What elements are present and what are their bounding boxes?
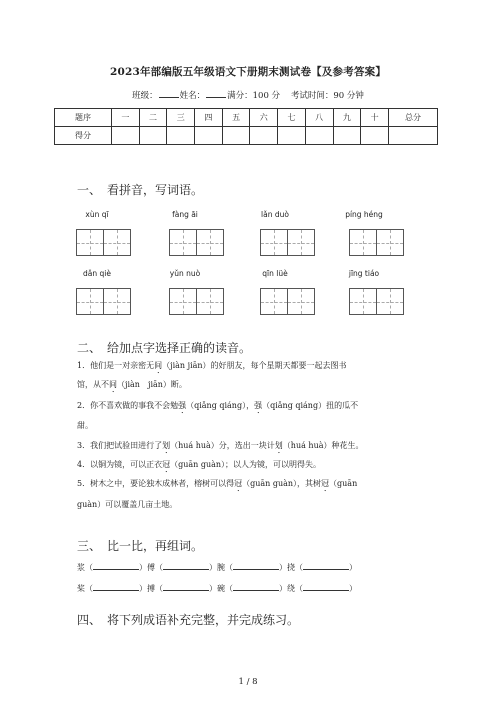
answer-blank[interactable] <box>233 582 279 591</box>
score-table-header-row <box>55 109 438 127</box>
score-cell[interactable] <box>389 127 438 145</box>
score-header-cell: 八 <box>305 109 333 127</box>
pinyin-label: dǎn qiè <box>83 269 111 278</box>
question-2-1 <box>77 360 427 375</box>
compare-row-1 <box>77 561 357 573</box>
writing-box[interactable] <box>376 229 404 256</box>
question-2-4 <box>77 459 427 474</box>
score-cell[interactable] <box>139 127 167 145</box>
writing-box[interactable] <box>287 288 315 315</box>
question-2-1-cont <box>77 379 427 394</box>
section-3-heading: 三、 比一比，再组词。 <box>77 539 204 553</box>
question-2-2 <box>77 400 427 415</box>
pinyin-label: píng héng <box>345 210 383 219</box>
score-header-cell: 五 <box>222 109 250 127</box>
score-cell[interactable] <box>361 127 389 145</box>
exam-info-line <box>0 89 496 101</box>
question-text: 5．树木之中，要论独木成林者，榕树可以得 <box>77 479 235 488</box>
answer-blank[interactable] <box>93 561 139 570</box>
score-cell[interactable] <box>167 127 195 145</box>
question-text: （guān guàn），其树 <box>242 479 322 488</box>
score-header-cell: 题序 <box>55 109 112 127</box>
question-text: （guān guàn）；以人为镜，可以明得失。 <box>170 460 322 469</box>
pinyin-label: lǎn duò <box>261 210 289 219</box>
name-blank <box>206 89 226 98</box>
compare-char: ） <box>349 563 357 572</box>
section-1-heading: 一、 看拼音，写词语。 <box>77 183 204 197</box>
dotted-char: 强 <box>178 401 187 410</box>
score-table-score-row <box>55 127 438 145</box>
score-header-cell: 总分 <box>389 109 438 127</box>
question-text: 4．以铜为镜，可以正衣 <box>77 460 163 469</box>
score-row-label: 得分 <box>55 127 112 145</box>
compare-char: ）傅（ <box>139 563 163 572</box>
pinyin-label: jīng tiáo <box>348 269 380 278</box>
compare-char: ） <box>349 584 357 593</box>
writing-box[interactable] <box>376 288 404 315</box>
score-table <box>54 108 438 145</box>
question-text: 3．我们把试验田进行了 <box>77 441 163 450</box>
writing-box[interactable] <box>196 288 224 315</box>
class-label: 班级： <box>132 91 158 101</box>
pinyin-label: qīn lüè <box>262 269 288 278</box>
class-blank <box>159 89 179 98</box>
writing-box[interactable] <box>76 288 104 315</box>
score-header-cell: 六 <box>250 109 278 127</box>
compare-row-2 <box>77 582 357 594</box>
question-text: 2．你不喜欢做的事我不会勉 <box>77 401 179 410</box>
compare-char: 桨（ <box>77 584 93 593</box>
section-4-heading: 四、 将下列成语补充完整，并完成练习。 <box>77 613 300 627</box>
compare-char: ）碗（ <box>209 584 233 593</box>
dotted-char: 间 <box>154 361 163 370</box>
score-cell[interactable] <box>278 127 306 145</box>
pinyin-label: xùn qī <box>85 210 109 219</box>
question-text: 馆，从不 <box>77 380 109 389</box>
score-header-cell: 九 <box>333 109 361 127</box>
writing-box[interactable] <box>260 288 288 315</box>
name-label: 姓名： <box>179 91 206 101</box>
page-number: 1 / 8 <box>238 677 258 687</box>
writing-box[interactable] <box>103 229 131 256</box>
dotted-char: 冠 <box>321 479 330 488</box>
compare-char: ）绕（ <box>279 584 303 593</box>
question-text: （qiǎng qiáng）扭的瓜不 <box>262 401 359 410</box>
score-cell[interactable] <box>250 127 278 145</box>
score-cell[interactable] <box>195 127 223 145</box>
question-text: 1．他们是一对亲密无 <box>77 361 155 370</box>
score-cell[interactable] <box>305 127 333 145</box>
question-text: （huá huà）分，选出一块计 <box>170 441 275 450</box>
writing-box[interactable] <box>196 229 224 256</box>
page-title: 2023年部编版五年级语文下册期末测试卷【及参考答案】 <box>109 66 387 78</box>
question-text: （jiàn jiān）断。 <box>117 380 187 389</box>
score-cell[interactable] <box>222 127 250 145</box>
writing-box[interactable] <box>349 288 377 315</box>
answer-blank[interactable] <box>163 561 209 570</box>
exam-time: 考试时间：90 分钟 <box>290 91 364 101</box>
score-header-cell: 七 <box>278 109 306 127</box>
dotted-char: 间 <box>109 380 117 389</box>
writing-box[interactable] <box>169 229 197 256</box>
pinyin-label: fàng āi <box>172 210 198 219</box>
compare-char: 浆（ <box>77 563 93 572</box>
writing-box[interactable] <box>260 229 288 256</box>
writing-box[interactable] <box>76 229 104 256</box>
score-header-cell: 十 <box>361 109 389 127</box>
question-text: （qiǎng qiáng）， <box>186 401 255 410</box>
compare-char: ）搏（ <box>139 584 163 593</box>
writing-box[interactable] <box>349 229 377 256</box>
writing-box[interactable] <box>169 288 197 315</box>
dotted-char: 强 <box>254 401 263 410</box>
score-cell[interactable] <box>112 127 140 145</box>
question-2-5-cont: guàn）可以覆盖几亩土地。 <box>77 500 178 509</box>
question-text: （huá huà）种花生。 <box>282 441 364 450</box>
question-text: （jiàn jiān）的好朋友，每个星期天都要一起去图书 <box>162 361 347 370</box>
score-header-cell: 二 <box>139 109 167 127</box>
score-header-cell: 三 <box>167 109 195 127</box>
compare-char: ）腕（ <box>209 563 233 572</box>
answer-blank[interactable] <box>93 582 139 591</box>
full-score: 满分：100 分 <box>227 91 281 101</box>
dotted-char: 划 <box>274 441 283 450</box>
question-text: （guān <box>329 479 358 488</box>
section-2-heading: 二、 给加点字选择正确的读音。 <box>77 341 252 355</box>
pinyin-label: yǔn nuò <box>169 269 201 278</box>
score-header-cell: 一 <box>112 109 140 127</box>
question-2-5 <box>77 478 427 493</box>
answer-blank[interactable] <box>163 582 209 591</box>
answer-blank[interactable] <box>303 561 349 570</box>
compare-char: ）挠（ <box>279 563 303 572</box>
writing-box[interactable] <box>103 288 131 315</box>
question-2-3 <box>77 440 427 455</box>
writing-box[interactable] <box>287 229 315 256</box>
dotted-char: 划 <box>162 441 171 450</box>
answer-blank[interactable] <box>233 561 279 570</box>
score-header-cell: 四 <box>195 109 223 127</box>
dotted-char: 冠 <box>162 460 171 469</box>
score-cell[interactable] <box>333 127 361 145</box>
dotted-char: 冠 <box>234 479 243 488</box>
answer-blank[interactable] <box>303 582 349 591</box>
question-2-2-cont: 甜。 <box>77 421 93 430</box>
